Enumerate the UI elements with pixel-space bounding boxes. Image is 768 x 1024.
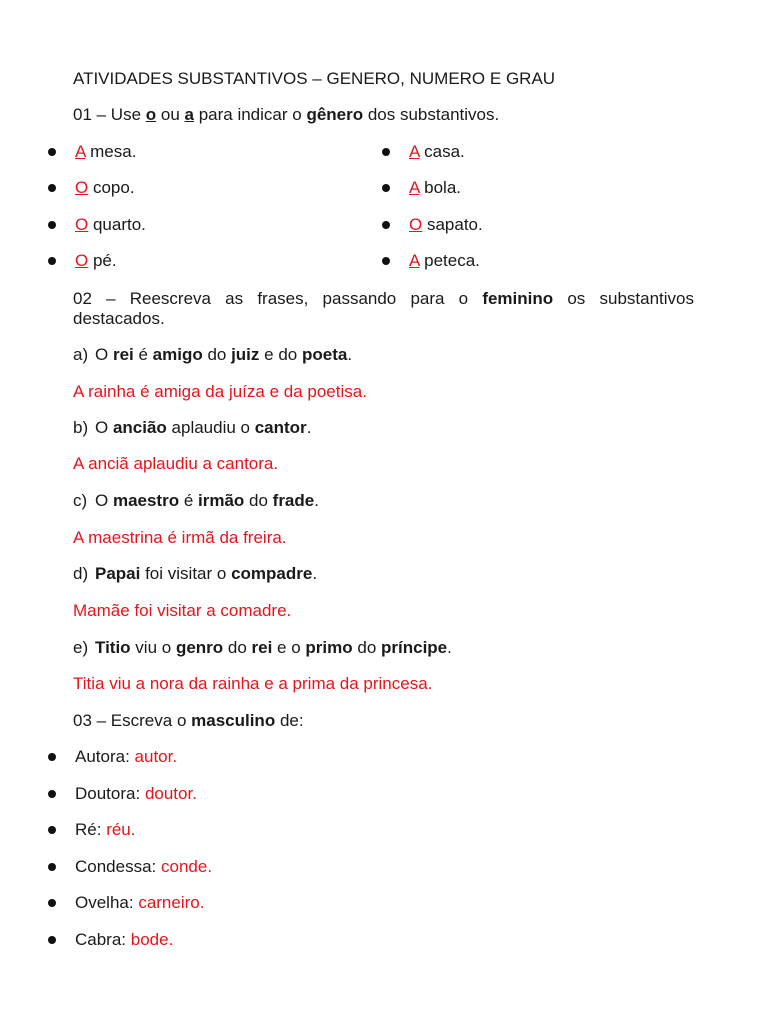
q2-bold: irmão [198,491,245,510]
q2-letter: a) [73,345,89,364]
q2-text: do [223,638,252,657]
q3-word: Autora: [75,747,135,766]
q2-answer-d: Mamãe foi visitar a comadre. [73,601,292,620]
q2-bold: poeta [301,345,348,364]
q3-text-2: de: [275,711,304,730]
q1-o-letter: o [145,105,157,124]
q1-right-item [409,178,461,198]
bullet-icon [48,184,56,192]
q1-text-2: ou [156,105,185,124]
q1-answer: O [75,251,89,270]
q1-text-4: dos substantivos. [363,105,500,124]
q3-answer: réu. [106,820,136,839]
q2-sentence-a [73,345,352,365]
bullet-icon [382,257,390,265]
q3-answer: carneiro. [138,893,205,912]
q2-text: do [244,491,273,510]
q2-bold: rei [112,345,134,364]
q1-answer: A [409,178,420,197]
q2-bold: genro [175,638,224,657]
q2-text: do [202,345,232,364]
q2-text: e o [272,638,306,657]
bullet-icon [48,257,56,265]
q2-text: O [95,491,113,510]
q3-masculino: masculino [191,711,276,730]
q3-item [75,747,177,767]
q2-answer-a: A rainha é amiga da juíza e da poetisa. [73,382,367,401]
q1-answer: A [409,142,420,161]
q2-text: é [133,345,153,364]
document-title: ATIVIDADES SUBSTANTIVOS – GENERO, NUMERO E GRAU [73,69,556,88]
q3-answer: doutor. [144,784,197,803]
q3-word: Doutora: [75,784,145,803]
q1-text-3: para indicar o [193,105,307,124]
q2-text-2: os substantivos destacados. [73,289,694,328]
q1-word: sapato. [422,215,483,234]
q2-text: . [306,418,312,437]
q2-text: e do [259,345,302,364]
q2-bold: maestro [112,491,180,510]
q1-answer: A [75,142,86,161]
bullet-icon [48,899,56,907]
q2-sentence-d [73,564,317,584]
q1-instruction [73,105,499,125]
q1-word: casa. [419,142,465,161]
q1-word: bola. [419,178,461,197]
q3-word: Cabra: [75,930,131,949]
q3-answer: autor. [134,747,178,766]
q2-text: . [314,491,319,510]
q1-answer: O [409,215,423,234]
q2-sentence-e [73,638,452,658]
q1-answer: A [409,251,420,270]
bullet-icon [382,184,390,192]
q2-instruction [73,289,694,329]
bullet-icon [48,753,56,761]
q2-bold: primo [305,638,353,657]
q2-text: viu o [130,638,176,657]
q2-answer-e: Titia viu a nora da rainha e a prima da princesa. [73,674,433,693]
q3-text-1: 03 – Escreva o [73,711,192,730]
q2-text: é [179,491,198,510]
q1-answer: O [75,178,89,197]
q2-bold: compadre [231,564,313,583]
bullet-icon [48,790,56,798]
q2-text: foi visitar o [140,564,232,583]
q1-word: copo. [88,178,135,197]
q1-word: peteca. [419,251,480,270]
bullet-icon [48,148,56,156]
q2-bold: ancião [112,418,167,437]
q3-word: Condessa: [75,857,161,876]
q2-sentence-b [73,418,311,438]
q1-left-item [75,215,146,235]
q2-letter: e) [73,638,89,657]
q2-letter: d) [73,564,89,583]
q2-bold: juiz [231,345,260,364]
q3-answer: conde. [161,857,213,876]
bullet-icon [48,863,56,871]
q2-text: aplaudiu o [166,418,255,437]
q3-item [75,930,173,950]
q1-text-1: 01 – Use [73,105,146,124]
q1-a-letter: a [184,105,194,124]
q1-left-item [75,142,136,162]
q2-text: . [447,638,452,657]
q3-item [75,893,204,913]
q2-text-1: 02 – Reescreva as frases, passando para o [73,289,483,308]
q3-item [75,784,197,804]
q2-bold: amigo [152,345,203,364]
q3-answer: bode. [130,930,174,949]
q3-item [75,857,212,877]
q2-bold: frade [272,491,315,510]
q1-word: pé. [88,251,117,270]
q1-word: quarto. [88,215,146,234]
q1-left-item [75,251,117,271]
q3-instruction [73,711,304,731]
q1-right-item [409,142,465,162]
q1-word: mesa. [85,142,137,161]
bullet-icon [48,221,56,229]
q2-bold: rei [251,638,273,657]
q2-text: O [95,418,113,437]
q1-right-item [409,251,480,271]
q2-bold: Papai [95,564,141,583]
q1-right-item [409,215,483,235]
q3-word: Ré: [75,820,107,839]
q2-answer-c: A maestrina é irmã da freira. [73,528,287,547]
q2-text: O [95,345,113,364]
q2-letter: c) [73,491,88,510]
bullet-icon [382,221,390,229]
q2-feminino: feminino [482,289,554,308]
q1-genero: gênero [306,105,364,124]
q3-item [75,820,135,840]
q2-bold: cantor [254,418,307,437]
q2-letter: b) [73,418,89,437]
q2-text: . [347,345,353,364]
q2-bold: Titio [95,638,131,657]
q2-bold: príncipe [381,638,448,657]
bullet-icon [48,826,56,834]
q2-text: do [352,638,382,657]
q2-sentence-c [73,491,319,511]
q1-answer: O [75,215,89,234]
q1-left-item [75,178,135,198]
q2-answer-b: A anciã aplaudiu a cantora. [73,454,279,473]
bullet-icon [48,936,56,944]
q3-word: Ovelha: [75,893,139,912]
bullet-icon [382,148,390,156]
q2-text: . [312,564,318,583]
